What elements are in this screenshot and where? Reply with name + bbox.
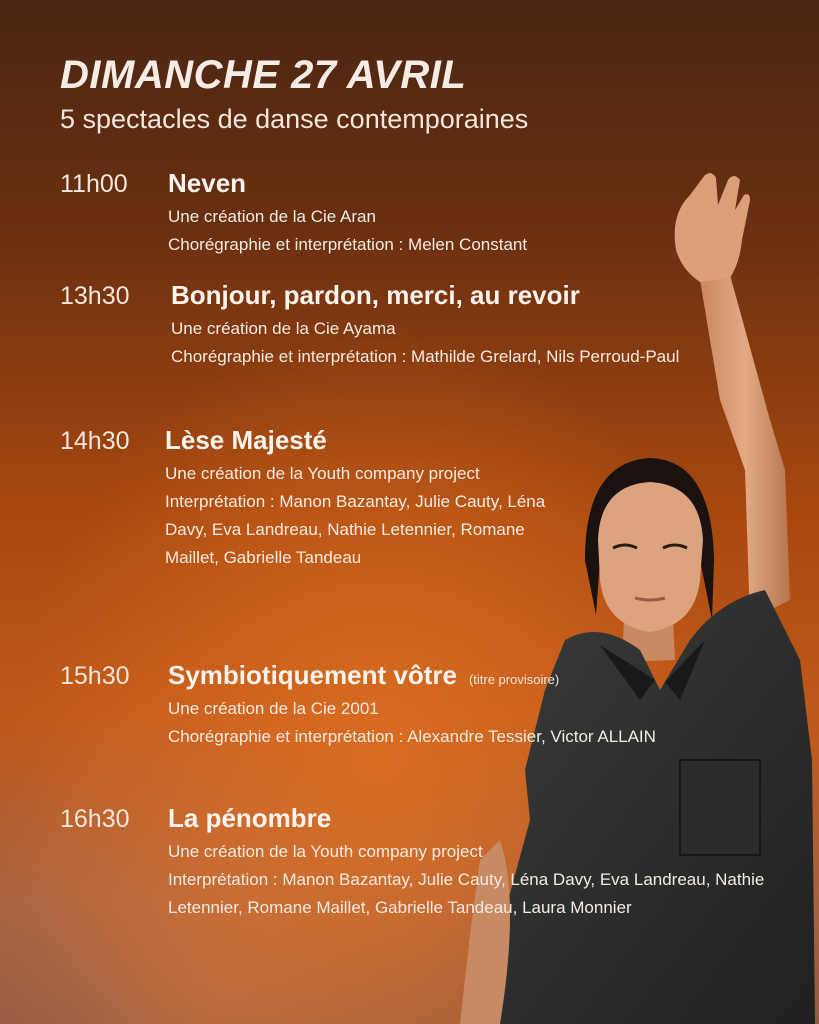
show-time: 16h30	[60, 805, 130, 833]
show-item	[60, 425, 565, 572]
show-credits: Chorégraphie et interprétation : Melen Constant	[168, 235, 528, 254]
event-subtitle: 5 spectacles de danse contemporaines	[60, 104, 529, 134]
show-title: Lèse Majesté	[165, 425, 327, 455]
show-time: 14h30	[60, 427, 130, 455]
show-credits: Chorégraphie et interprétation : Alexandre Tessier, Victor ALLAIN	[168, 727, 656, 746]
show-item	[60, 280, 711, 371]
show-item	[60, 168, 668, 259]
show-title-note: (titre provisoire)	[468, 672, 560, 687]
show-credits: Interprétation : Manon Bazantay, Julie Cauty, Léna Davy, Eva Landreau, Nathie Letennier, Romane Maillet, Gabrielle Tandeau, Laura Monnier	[168, 870, 765, 917]
schedule	[60, 52, 780, 136]
show-time: 13h30	[60, 282, 130, 310]
show-time: 11h00	[60, 170, 128, 198]
show-title: La pénombre	[168, 803, 332, 833]
show-title: Symbiotiquement vôtre	[168, 660, 457, 690]
show-company: Une création de la Cie Ayama	[171, 319, 396, 338]
show-item	[60, 803, 798, 922]
show-time: 15h30	[60, 662, 130, 690]
event-date-heading: DIMANCHE 27 AVRIL	[60, 53, 467, 97]
show-title: Neven	[168, 168, 247, 198]
show-company: Une création de la Youth company project	[165, 464, 480, 483]
show-credits: Chorégraphie et interprétation : Mathilde Grelard, Nils Perroud-Paul	[171, 347, 680, 366]
show-item	[60, 660, 668, 751]
show-company: Une création de la Cie 2001	[168, 699, 379, 718]
show-company: Une création de la Youth company project	[168, 842, 483, 861]
show-title: Bonjour, pardon, merci, au revoir	[171, 280, 580, 310]
show-company: Une création de la Cie Aran	[168, 207, 376, 226]
show-credits: Interprétation : Manon Bazantay, Julie Cauty, Léna Davy, Eva Landreau, Nathie Letennier, Romane Maillet, Gabrielle Tandeau	[165, 492, 546, 567]
